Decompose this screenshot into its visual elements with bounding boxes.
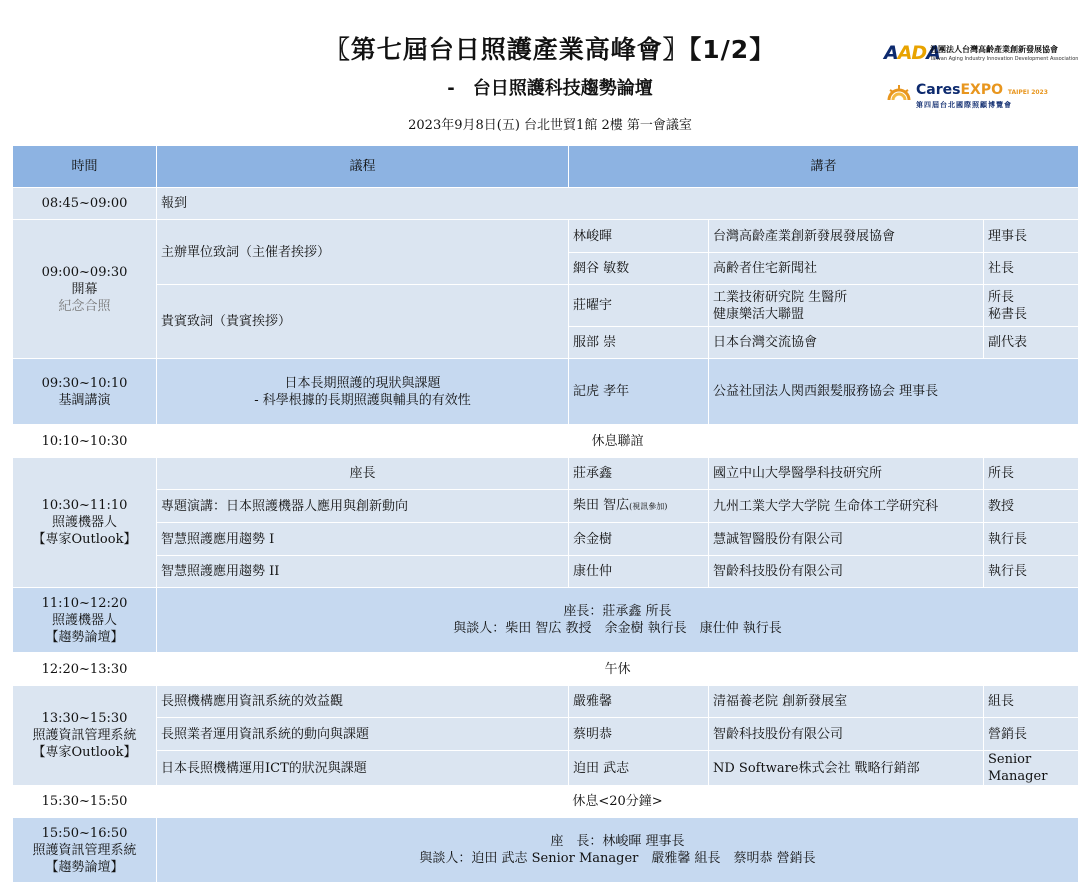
time-cell: 09:30~10:10 基調講演 xyxy=(13,359,157,425)
table-row xyxy=(13,458,1079,490)
speaker-org: 智齡科技股份有限公司 xyxy=(709,556,984,588)
time-cell: 13:30~15:30 照護資訊管理系統 【專家Outlook】 xyxy=(13,686,157,786)
agenda-cell: 日本長照機構運用ICT的狀況與課題 xyxy=(157,751,569,786)
speaker-title: 副代表 xyxy=(984,327,1079,359)
table-row xyxy=(13,359,1079,425)
speaker-title: 教授 xyxy=(984,490,1079,523)
speaker-name: 林峻暉 xyxy=(569,220,709,253)
table-row xyxy=(13,588,1079,653)
time-cell: 10:10~10:30 xyxy=(13,425,157,458)
speaker-name: 嚴雅馨 xyxy=(569,686,709,718)
speaker-name: 迫田 武志 xyxy=(569,751,709,786)
column-header-time: 時間 xyxy=(13,146,157,188)
agenda-cell: 報到 xyxy=(157,188,1079,220)
speaker-org: 公益社団法人関西銀髪服務協会 理事長 xyxy=(709,359,1079,425)
sun-icon xyxy=(886,82,912,108)
speaker-org: 慧誠智醫股份有限公司 xyxy=(709,523,984,556)
speaker-name: 記虎 孝年 xyxy=(569,359,709,425)
tanda-logo-mark: AADA xyxy=(884,42,940,64)
time-cell: 11:10~12:20 照護機器人 【趨勢論壇】 xyxy=(13,588,157,653)
agenda-table xyxy=(12,145,1079,883)
speaker-name: 服部 崇 xyxy=(569,327,709,359)
agenda-cell: 專題演講：日本照護機器人應用與創新動向 xyxy=(157,490,569,523)
forum-cell: 座長：莊承鑫 所長 與談人：柴田 智広 教授 余金樹 執行長 康仕仲 執行長 xyxy=(157,588,1079,653)
time-cell: 15:30~15:50 xyxy=(13,786,157,818)
table-row xyxy=(13,220,1079,253)
speaker-name: 康仕仲 xyxy=(569,556,709,588)
speaker-title: 營銷長 xyxy=(984,718,1079,751)
table-row xyxy=(13,285,1079,327)
time-cell: 09:00~09:30 開幕 紀念合照 xyxy=(13,220,157,359)
speaker-title: 所長 xyxy=(984,458,1079,490)
speaker-org: ND Software株式会社 戰略行銷部 xyxy=(709,751,984,786)
agenda-cell: 長照機構應用資訊系統的效益觀 xyxy=(157,686,569,718)
table-row xyxy=(13,425,1079,458)
table-row xyxy=(13,718,1079,751)
tanda-logo xyxy=(884,40,1084,70)
break-cell: 休息<20分鐘> xyxy=(157,786,1079,818)
speaker-title: 執行長 xyxy=(984,523,1079,556)
speaker-org: 智齡科技股份有限公司 xyxy=(709,718,984,751)
agenda-cell: 貴賓致詞（貴賓挨拶） xyxy=(157,285,569,359)
table-row xyxy=(13,490,1079,523)
column-header-speaker: 講者 xyxy=(569,146,1079,188)
speaker-org: 台灣高齡產業創新發展發展協會 xyxy=(709,220,984,253)
cares-expo-subtitle: 第四屆台北國際照顧博覽會 xyxy=(916,101,1012,109)
time-cell: 08:45~09:00 xyxy=(13,188,157,220)
speaker-name: 余金樹 xyxy=(569,523,709,556)
table-row xyxy=(13,523,1079,556)
speaker-title: 理事長 xyxy=(984,220,1079,253)
table-row xyxy=(13,751,1079,786)
break-cell: 休息聯誼 xyxy=(157,425,1079,458)
speaker-org: 清福養老院 創新發展室 xyxy=(709,686,984,718)
break-cell: 午休 xyxy=(157,653,1079,686)
speaker-name: 莊承鑫 xyxy=(569,458,709,490)
agenda-cell: 智慧照護應用趨勢 II xyxy=(157,556,569,588)
speaker-name: 蔡明恭 xyxy=(569,718,709,751)
agenda-cell: 智慧照護應用趨勢 I xyxy=(157,523,569,556)
table-row xyxy=(13,188,1079,220)
speaker-org: 國立中山大學醫學科技研究所 xyxy=(709,458,984,490)
time-cell: 10:30~11:10 照護機器人 【專家Outlook】 xyxy=(13,458,157,588)
speaker-org: 高齢者住宅新聞社 xyxy=(709,253,984,285)
speaker-title: 組長 xyxy=(984,686,1079,718)
speaker-name: 網谷 敏数 xyxy=(569,253,709,285)
event-dateline: 2023年9月8日(五) 台北世貿1館 2樓 第一會議室 xyxy=(408,118,692,133)
speaker-title: 所長 秘書長 xyxy=(984,285,1079,327)
page-subtitle: - 台日照護科技趨勢論壇 xyxy=(447,78,653,99)
speaker-org: 九州工業大学大学院 生命体工学研究科 xyxy=(709,490,984,523)
table-row xyxy=(13,686,1079,718)
cares-expo-brand: CaresEXPO TAIPEI 2023 xyxy=(916,82,1048,98)
speaker-name: 莊曜宇 xyxy=(569,285,709,327)
table-row xyxy=(13,556,1079,588)
speaker-title: Senior Manager xyxy=(984,751,1079,786)
tanda-logo-name: 社團法人台灣高齡產業創新發展協會 xyxy=(930,45,1058,54)
speaker-org: 日本台灣交流協會 xyxy=(709,327,984,359)
time-cell: 15:50~16:50 照護資訊管理系統 【趨勢論壇】 xyxy=(13,818,157,883)
table-header-row xyxy=(13,146,1079,188)
time-cell: 12:20~13:30 xyxy=(13,653,157,686)
table-row xyxy=(13,653,1079,686)
speaker-name: 柴田 智広(視訊參加) xyxy=(569,490,709,523)
speaker-title: 社長 xyxy=(984,253,1079,285)
column-header-agenda: 議程 xyxy=(157,146,569,188)
agenda-cell: 主辦單位致詞（主催者挨拶） xyxy=(157,220,569,285)
agenda-cell: 座長 xyxy=(157,458,569,490)
agenda-cell: 長照業者運用資訊系統的動向與課題 xyxy=(157,718,569,751)
speaker-org: 工業技術研究院 生醫所 健康樂活大聯盟 xyxy=(709,285,984,327)
tanda-logo-english: Taiwan Aging Industry Innovation Development Association xyxy=(930,56,1079,62)
table-row xyxy=(13,818,1079,883)
cares-expo-logo xyxy=(884,80,1084,116)
speaker-title: 執行長 xyxy=(984,556,1079,588)
table-row xyxy=(13,786,1079,818)
agenda-cell: 日本長期照護的現狀與課題 - 科學根據的長期照護與輔具的有效性 xyxy=(157,359,569,425)
forum-cell: 座 長：林峻暉 理事長 與談人：迫田 武志 Senior Manager 嚴雅馨 組長 蔡明恭 營銷長 xyxy=(157,818,1079,883)
page-title: 〖第七屆台日照護產業高峰會〗【1/2】 xyxy=(324,35,776,64)
